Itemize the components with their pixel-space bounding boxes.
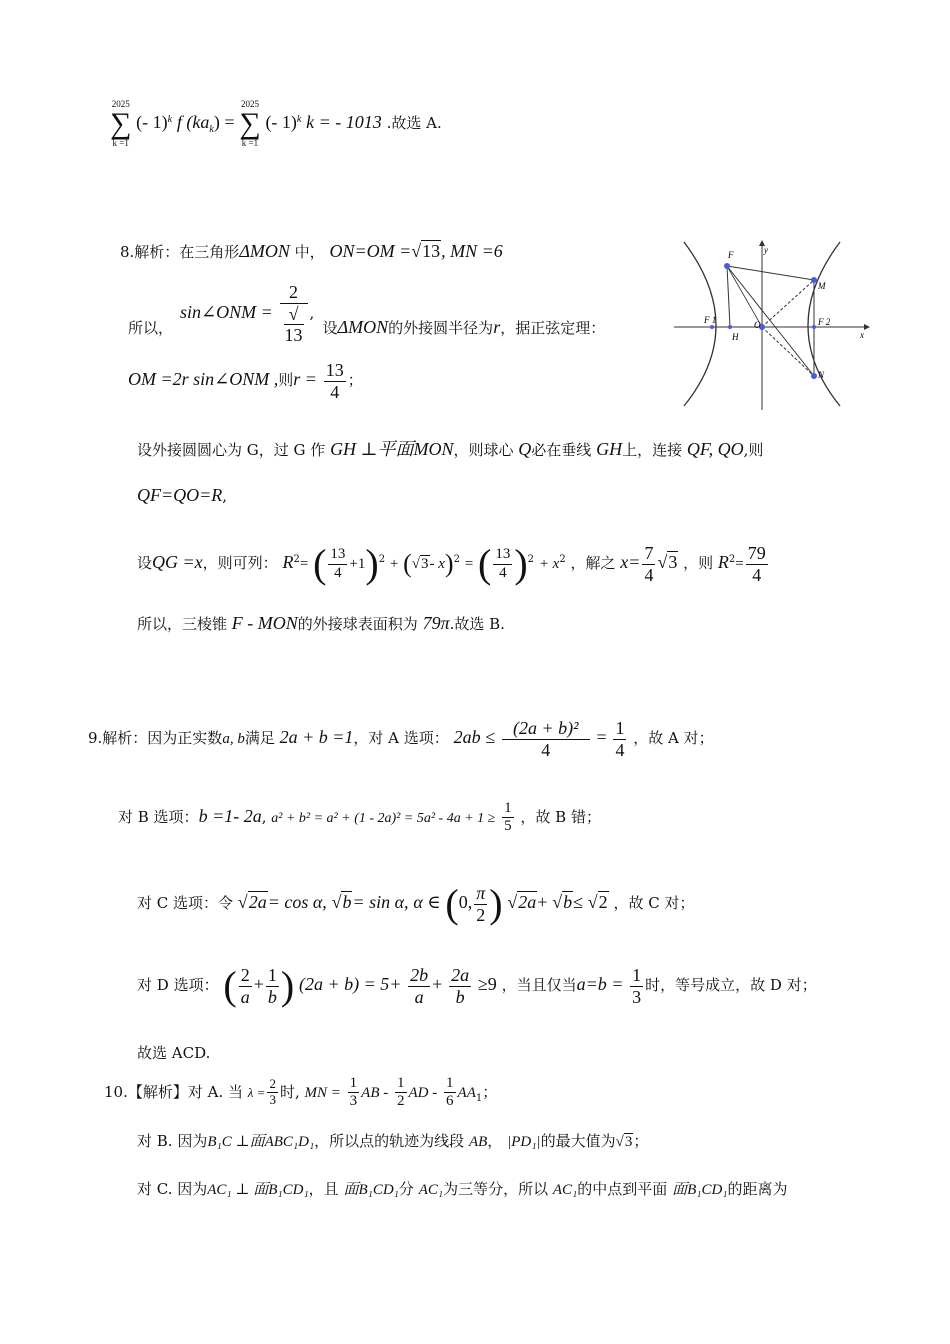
label-M: M — [818, 281, 826, 291]
hyperbola-figure — [672, 238, 872, 410]
q8-line5: QF=QO=R, — [137, 485, 228, 505]
q8-line6: 设QG =x，则可列： $R^2=$ ( $\frac{13}{4}$ +1)$^2$ + (√3- x)$^2$ = ( $\frac{13}{4}$ )$^2 + x^2$ ，解之 x= $\frac{7}{4}$ √3 ，则 $R^2=$ $\frac{79}{4}$ — [137, 541, 766, 586]
q8-line7: 所以，三棱锥 F - MON的外接球表面积为 79π.故选 B. — [137, 613, 505, 633]
q7-formula-line: 2025 ∑ k =1 (- 1)$^k$ f $(ka_k)$ = 2025 ∑ k =1 (- 1)$^k$ k = - 1013 .故选 A. — [110, 99, 442, 148]
q8-line4: 设外接圆圆心为 G，过 G 作 GH ⊥平面MON，则球心 Q必在垂线 GH上，连接 QF, QO,则 — [137, 439, 764, 459]
q8-sin-line: sin∠ONM = 2 √ 13 , — [180, 282, 315, 346]
q9-line-c: 对 C 选项：令 √2a= cos α, √b= sin α, α ∈ (0, $\frac{\pi}{2}$ ) √2a+ √b≤ √2 ，故 C 对； — [137, 881, 695, 926]
q9-line-b: 对 B 选项：b =1- 2a, a² + b² = a² + (1 - 2a)² = 5a² - 4a + 1 ≥ $\frac{1}{5}$ ，故 B 错； — [118, 800, 601, 835]
label-y: y — [764, 245, 768, 255]
label-F: F — [728, 250, 734, 260]
q8-line2: 所以， 设ΔMON的外接圆半径为r，据正弦定理： — [128, 317, 606, 337]
q8-line1: 8.解析：在三角形ΔMON 中， ON=OM =√13, MN =6 — [120, 241, 503, 261]
label-N: N — [818, 370, 825, 380]
q9-line1: 9.解析：因为正实数a, b满足 2a + b =1，对 A 选项： 2ab ≤ $\frac{\text{(2a + b)²}}{4}$ = $\frac{1}{4}$ ，故 A 对； — [88, 718, 714, 760]
label-F1: F 1 — [704, 315, 717, 325]
q9-final: 故选 ACD. — [137, 1044, 211, 1062]
label-F2: F 2 — [818, 317, 831, 327]
q10-line-c: 对 C. 因为AC₁ ⊥ 面B₁CD₁，且 面B₁CD₁分 AC₁为三等分，所以 AC₁的中点到平面 面B₁CD₁的距离为 — [137, 1180, 788, 1198]
label-O: O — [754, 320, 761, 330]
q7-conclusion: .故选 A. — [386, 114, 442, 132]
sigma-2: 2025 ∑ k =1 — [239, 99, 261, 148]
q10-line-a: 10.【解析】对 A. 当 λ = $\frac{2}{3}$ 时, MN = $\frac{1}{3}$ AB - $\frac{1}{2}$ AD - $\frac{1}{6}$ $AA_1$； — [104, 1075, 498, 1110]
sigma-1: 2025 ∑ k =1 — [110, 99, 132, 148]
q8-line3: OM =2r sin∠ONM ,则r = $\frac{13}{4}$ ； — [128, 360, 363, 402]
q9-line-d: 对 D 选项： ( $\frac{2}{a}$ + $\frac{1}{b}$ ) (2a + b) = 5+ $\frac{2b}{a}$ + $\frac{2a}{b}$ ≥9 ，当且仅当a=b = $\frac{1}{3}$ 时，等号成立，故 D 对； — [137, 963, 817, 1008]
label-x: x — [860, 330, 864, 340]
q10-line-b: 对 B. 因为B₁C ⊥面ABC₁D₁，所以点的轨迹为线段 AB， |PD₁|的最大值为√3； — [137, 1132, 649, 1150]
label-H: H — [732, 332, 739, 342]
